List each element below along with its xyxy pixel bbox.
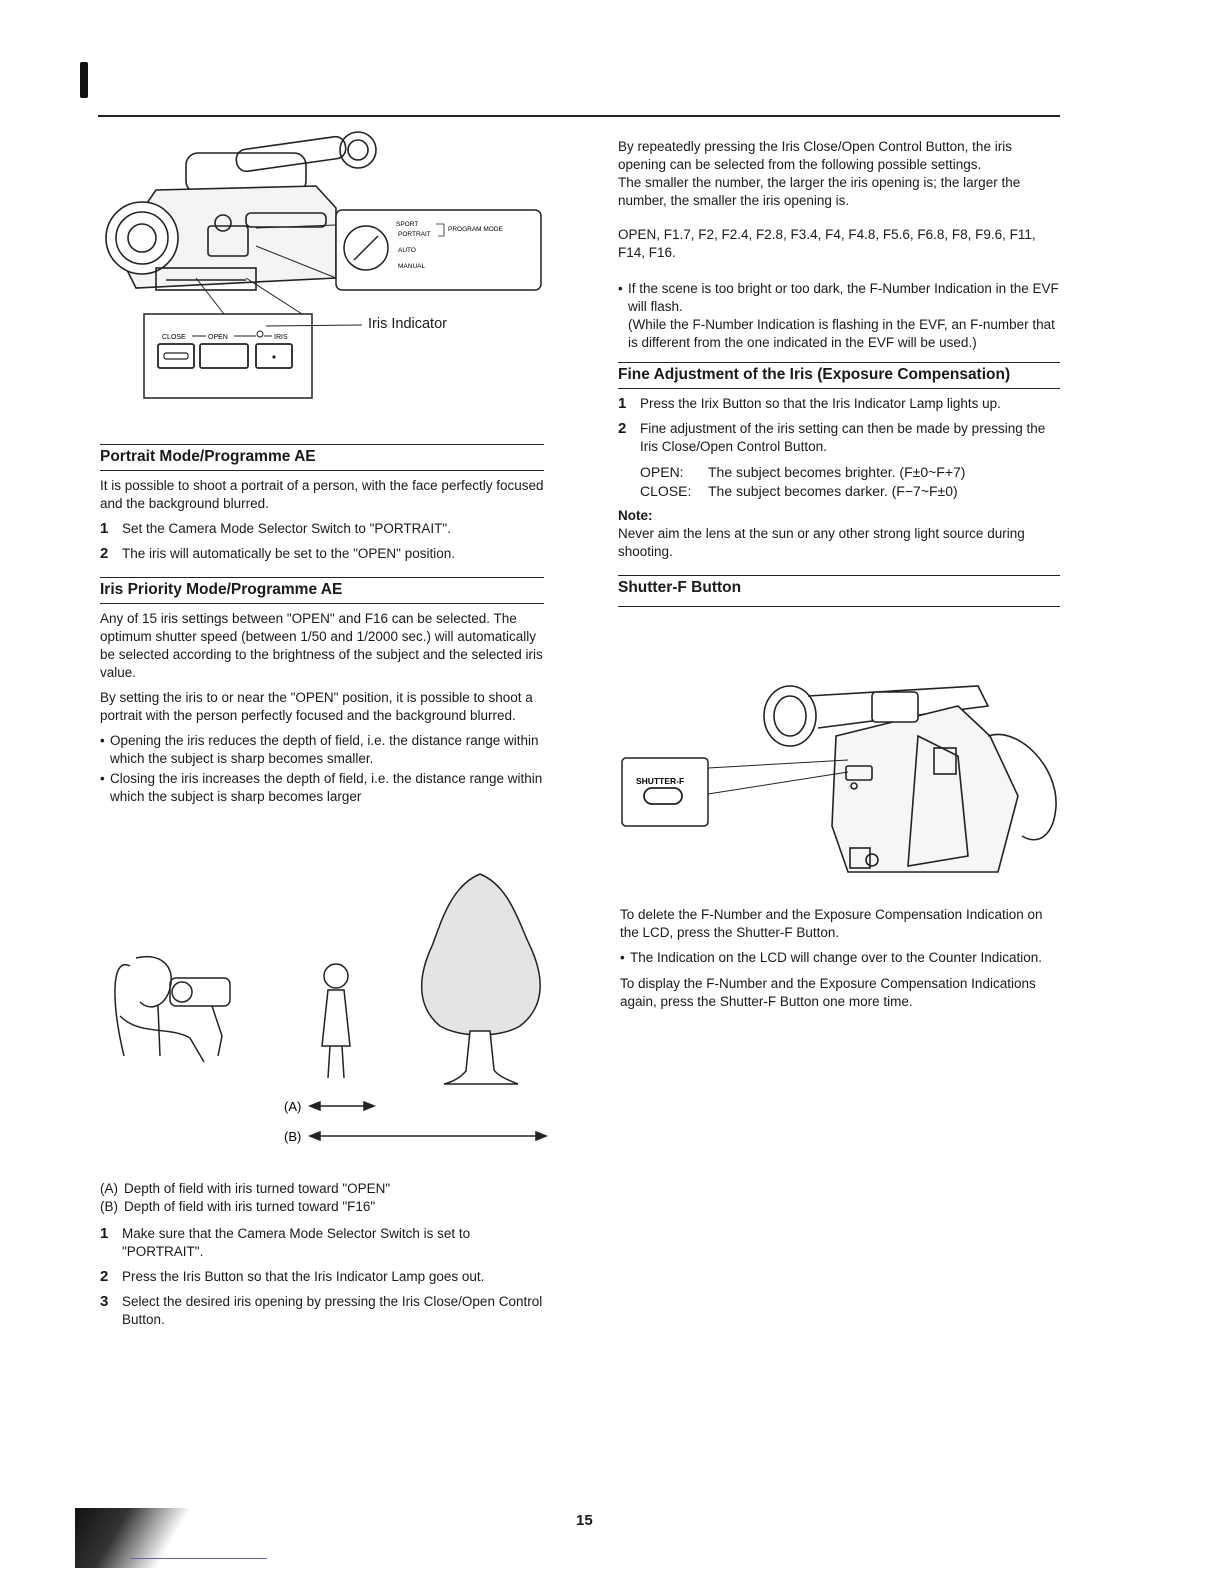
fine-step: 2 Fine adjustment of the iris setting can then be made by pressing the Iris Close/Open Control Button. <box>618 420 1046 454</box>
fine-step: 1 Press the Irix Button so that the Iris Indicator Lamp lights up. <box>618 395 1001 412</box>
portrait-step: 2 The iris will automatically be set to the "OPEN" position. <box>100 545 455 562</box>
depth-bullet: • Opening the iris reduces the depth of field, i.e. the distance range within which the subject is sharp becomes smaller. <box>100 732 544 768</box>
right-column-lower <box>620 906 1060 1018</box>
label-b: (B) <box>284 1129 302 1144</box>
mode-label-portrait: PORTRAIT <box>398 231 431 238</box>
top-rule <box>98 115 1060 117</box>
iris-step: 1 Make sure that the Camera Mode Selector Switch is set to "PORTRAIT". <box>100 1225 471 1259</box>
label-a: (A) <box>284 1099 302 1114</box>
child-illustration <box>322 964 350 1078</box>
right-column-upper <box>618 138 1060 613</box>
iris-step: 2 Press the Iris Button so that the Iris Indicator Lamp goes out. <box>100 1268 485 1285</box>
iris-settings-list: OPEN, F1.7, F2, F2.4, F2.8, F3.4, F4, F4.8, F5.6, F6.8, F8, F9.6, F11, F14, F16. <box>618 227 1036 260</box>
label-iris: IRIS <box>274 334 288 341</box>
left-column-lower <box>100 1180 544 1336</box>
scan-shadow <box>75 1508 195 1568</box>
depth-bullet: • Closing the iris increases the depth of field, i.e. the distance range within which the subject is sharp becomes larger <box>100 770 544 806</box>
note-text: Never aim the lens at the sun or any other strong light source during shooting. <box>618 526 1025 559</box>
tree-illustration <box>422 874 540 1084</box>
shutter-bullet: • The Indication on the LCD will change over to the Counter Indication. <box>620 949 1060 967</box>
fine-adjust-heading: Fine Adjustment of the Iris (Exposure Compensation) <box>618 362 1060 389</box>
corner-mark <box>80 62 88 98</box>
iris-priority-p1: Any of 15 iris settings between "OPEN" and F16 can be selected. The optimum shutter speed (between 1/50 and 1/2000 sec.) will automatically be selected according to the brightness of the subject and the selected iris value. <box>100 611 543 680</box>
depth-arrows <box>310 1102 546 1140</box>
note-title: Note: <box>618 508 653 523</box>
shutter-heading: Shutter-F Button <box>618 575 1060 607</box>
open-close-table <box>618 463 1060 501</box>
shutter-callout <box>622 758 848 826</box>
shutter-delete-text: To delete the F-Number and the Exposure Compensation Indication on the LCD, press the Shutter-F Button. <box>620 907 1043 940</box>
bottom-rule <box>130 1558 267 1559</box>
page-number: 15 <box>576 1512 593 1529</box>
iris-indicator-label: Iris Indicator <box>368 316 447 332</box>
open-row: OPEN: The subject becomes brighter. (F±0~F+7) <box>640 464 966 480</box>
iris-button-callout <box>144 278 362 398</box>
close-row: CLOSE: The subject becomes darker. (F−7~F±0) <box>640 483 958 499</box>
program-mode-label: PROGRAM MODE <box>448 226 503 233</box>
mode-label-auto: AUTO <box>398 247 416 254</box>
photographer-illustration <box>115 957 230 1062</box>
portrait-step: 1 Set the Camera Mode Selector Switch to "PORTRAIT". <box>100 520 451 537</box>
legend-row: (B) Depth of field with iris turned toward "F16" <box>100 1199 376 1214</box>
mode-label-manual: MANUAL <box>398 263 426 270</box>
shutter-f-label: SHUTTER-F <box>636 776 685 786</box>
shutter-redisplay-text: To display the F-Number and the Exposure Compensation Indications again, press the Shutter-F Button one more time. <box>620 976 1036 1009</box>
flash-note: (While the F-Number Indication is flashing in the EVF, an F-number that is different from the one indicated in the EVF will be used.) <box>628 317 1055 350</box>
shutter-f-figure <box>618 676 1064 880</box>
depth-of-field-figure <box>100 866 550 1156</box>
camcorder-iris-figure <box>96 128 556 410</box>
portrait-intro: It is possible to shoot a portrait of a person, with the face perfectly focused and the background blurred. <box>100 478 544 511</box>
iris-priority-p2: By setting the iris to or near the "OPEN" position, it is possible to shoot a portrait with the person perfectly focused and the background blurred. <box>100 690 533 723</box>
iris-cycle-text: By repeatedly pressing the Iris Close/Open Control Button, the iris opening can be selected from the following possible settings. <box>618 139 1012 172</box>
camcorder-side-illustration <box>764 686 1056 872</box>
mode-label-sport: SPORT <box>396 221 419 228</box>
label-open: OPEN <box>208 334 228 341</box>
portrait-heading: Portrait Mode/Programme AE <box>100 444 544 471</box>
label-close: CLOSE <box>162 334 186 341</box>
flash-bullet: • If the scene is too bright or too dark, the F-Number Indication in the EVF will flash. <box>618 280 1060 316</box>
legend-row: (A) Depth of field with iris turned toward "OPEN" <box>100 1181 391 1196</box>
iris-step: 3 Select the desired iris opening by pressing the Iris Close/Open Control Button. <box>100 1293 543 1327</box>
left-column-upper <box>100 432 544 808</box>
iris-priority-heading: Iris Priority Mode/Programme AE <box>100 577 544 604</box>
iris-number-text: The smaller the number, the larger the iris opening is; the larger the number, the smaller the iris opening is. <box>618 175 1021 208</box>
